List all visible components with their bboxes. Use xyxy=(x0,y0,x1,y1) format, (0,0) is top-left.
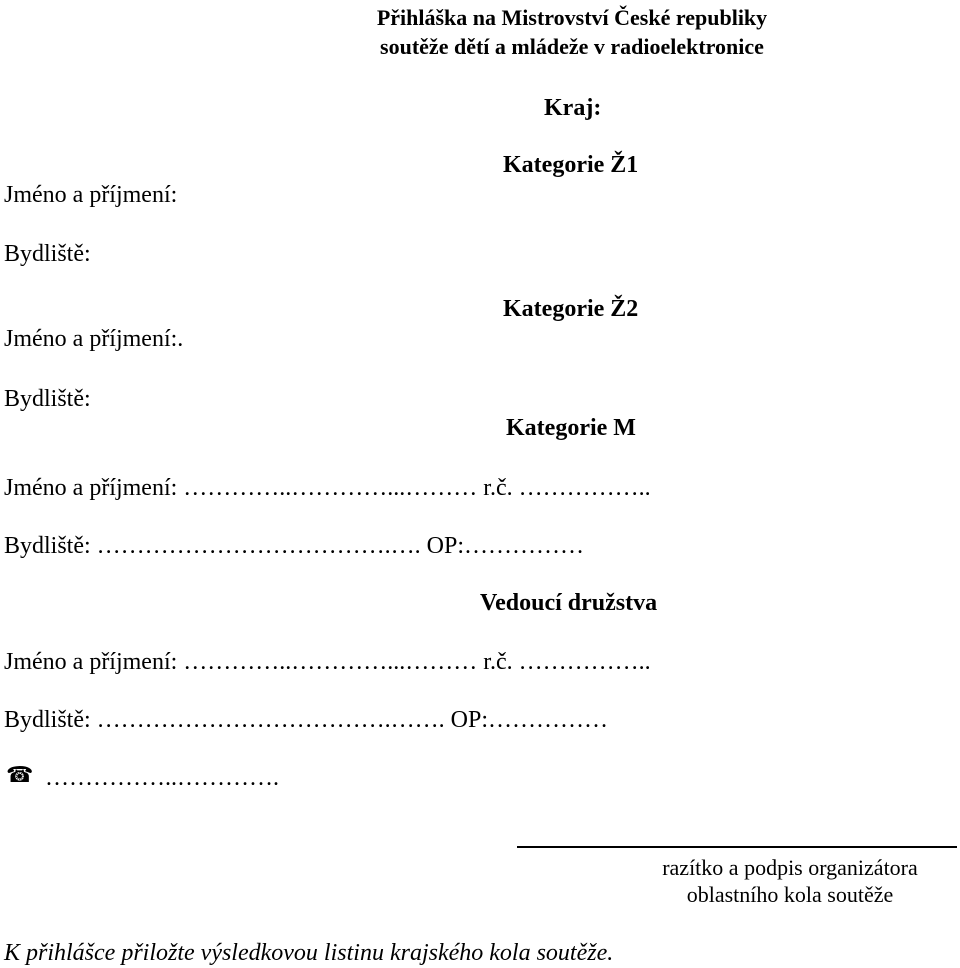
m-name-line: Jméno a příjmení: …………..…………...……… r.č. …………….. xyxy=(4,475,651,501)
form-title-line2: soutěže dětí a mládeže v radioelektronice xyxy=(380,34,764,59)
z2-name-label: Jméno a příjmení:. xyxy=(4,326,184,352)
category-z2-heading: Kategorie Ž2 xyxy=(503,296,639,322)
leader-name-line: Jméno a příjmení: …………..…………...……… r.č. …………….. xyxy=(4,649,651,675)
footer-note: K přihlášce přiložte výsledkovou listinu krajského kola soutěže. xyxy=(4,940,614,966)
category-z1-heading: Kategorie Ž1 xyxy=(503,152,639,178)
z2-residence-label: Bydliště: xyxy=(4,386,91,412)
telephone-icon: ☎ xyxy=(6,763,34,788)
signature-caption-line2: oblastního kola soutěže xyxy=(686,882,894,907)
region-label: Kraj: xyxy=(544,95,602,121)
signature-caption-line1: razítko a podpis organizátora xyxy=(662,855,918,880)
z1-name-label: Jméno a příjmení: xyxy=(4,182,178,208)
leader-residence-line: Bydliště: ……………………………….……. OP:…………… xyxy=(4,707,609,733)
leader-heading: Vedoucí družstva xyxy=(480,590,658,616)
signature-line xyxy=(517,846,957,848)
leader-phone-line: ……………..…………. xyxy=(45,765,279,791)
m-residence-line: Bydliště: ……………………………….…. OP:…………… xyxy=(4,533,585,559)
z1-residence-label: Bydliště: xyxy=(4,241,91,267)
category-m-heading: Kategorie M xyxy=(506,415,636,441)
form-title-line1: Přihláška na Mistrovství České republiky xyxy=(376,5,768,30)
